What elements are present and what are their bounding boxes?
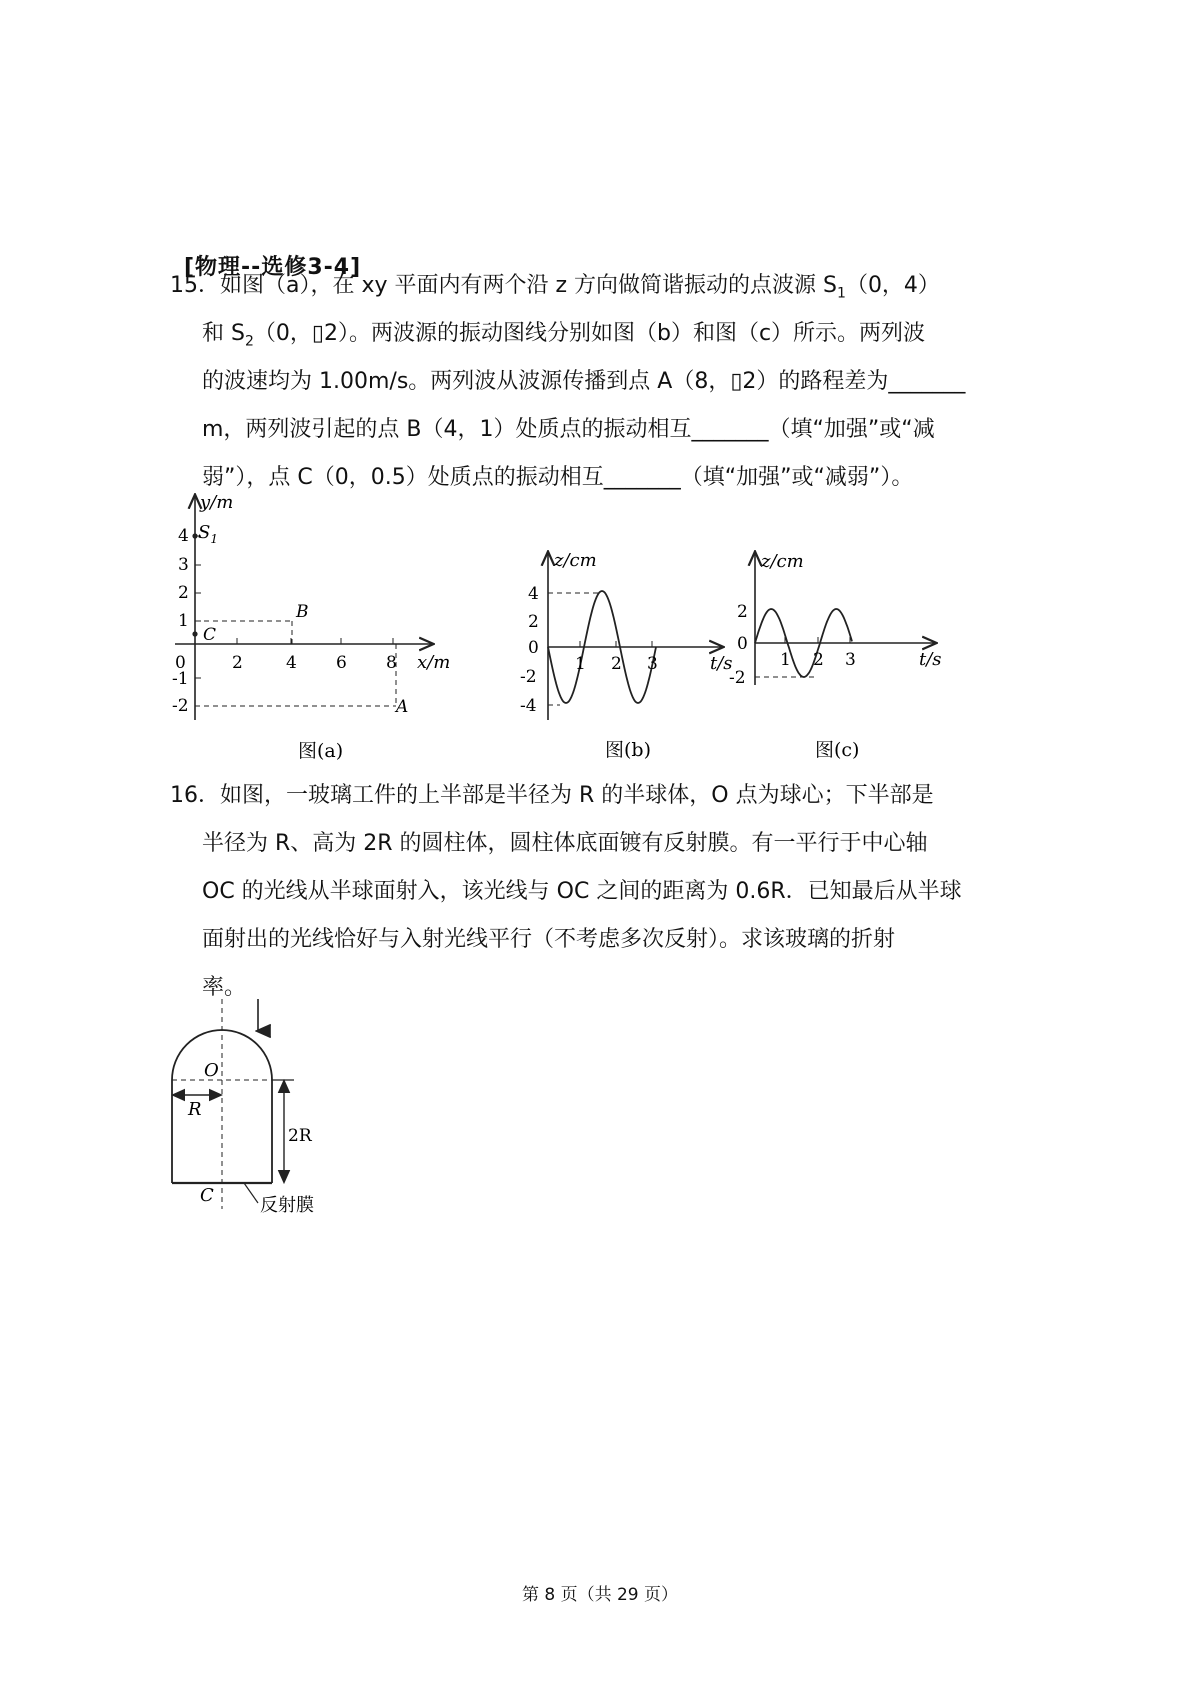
- q15-line-1: 15．如图（a），在 xy 平面内有两个沿 z 方向做简谐振动的点波源 $S_1(0$，4）: [170, 273, 940, 302]
- x-tick: 4: [286, 653, 297, 673]
- label-reflective-film: 反射膜: [260, 1195, 314, 1216]
- q16-line-4: 面射出的光线恰好与入射光线平行（不考虑多次反射）。求该玻璃的折射: [202, 927, 896, 952]
- figure-b: [520, 545, 733, 765]
- y-tick: 2: [528, 612, 539, 632]
- y-tick: -2: [520, 667, 537, 687]
- c-point: [192, 631, 197, 636]
- question-16: [170, 772, 962, 1012]
- y-tick: 0: [528, 638, 539, 658]
- x-tick: 8: [386, 653, 397, 673]
- x-axis-label: t/s: [919, 649, 942, 670]
- y-tick: 1: [178, 611, 189, 631]
- x-tick: 1: [575, 654, 586, 674]
- y-axis-label: z/cm: [554, 550, 597, 571]
- q15-line-3: 的波速均为 1.00m/s。两列波从波源传播到点 A（8，▯2）的路程差为_______: [202, 369, 966, 394]
- section-title: [物理--选修3-4]: [184, 255, 362, 280]
- figure-a-caption: 图(a): [298, 740, 344, 762]
- x-axis-label: t/s: [710, 653, 733, 674]
- x-tick: 0: [175, 653, 186, 673]
- y-tick: -2: [729, 668, 746, 688]
- y-tick: 2: [737, 602, 748, 622]
- question-15: [170, 262, 965, 502]
- label-c: C: [200, 1185, 214, 1206]
- q16-line-3: OC 的光线从半球面射入，该光线与 OC 之间的距离为 0.6R．已知最后从半球: [202, 879, 962, 904]
- y-axis-label: y/m: [200, 492, 234, 513]
- label-r: R: [188, 1099, 202, 1120]
- x-tick: 1: [780, 650, 791, 670]
- y-tick: 0: [737, 634, 748, 654]
- s1-point: [192, 533, 197, 538]
- y-tick: 4: [528, 584, 539, 604]
- page-footer: 第 8 页（共 29 页）: [521, 1585, 679, 1605]
- x-tick: 2: [232, 653, 243, 673]
- y-tick: -4: [520, 696, 537, 716]
- y-tick: 2: [178, 583, 189, 603]
- question-number: 16．: [170, 783, 220, 808]
- x-tick: 2: [611, 654, 622, 674]
- q15-line-5: 弱”），点 C（0，0.5）处质点的振动相互_______（填“加强”或“减弱”）。: [202, 465, 914, 490]
- label-2r: 2R: [288, 1126, 312, 1146]
- label-a: A: [396, 697, 409, 717]
- label-c: C: [203, 625, 217, 645]
- y-tick: 4: [178, 526, 189, 546]
- figure-c-caption: 图(c): [815, 739, 860, 761]
- figure-16: [160, 995, 360, 1225]
- x-axis-label: x/m: [417, 652, 451, 673]
- q16-line-5: 率。: [202, 975, 247, 1000]
- q15-line-2: 和 $S_2(0$，▯2）。两波源的振动图线分别如图（b）和图（c）所示。两列波: [202, 321, 926, 350]
- x-tick: 2: [813, 650, 824, 670]
- x-tick: 6: [336, 653, 347, 673]
- q16-line-1: 16．如图，一玻璃工件的上半部是半径为 R 的半球体，O 点为球心；下半部是: [170, 783, 934, 808]
- y-tick: -1: [172, 669, 189, 689]
- label-s1: $S_1$: [198, 522, 218, 546]
- figure-b-caption: 图(b): [605, 739, 651, 761]
- label-o: O: [204, 1060, 219, 1081]
- figure-a: [170, 490, 460, 765]
- label-b: B: [296, 602, 309, 622]
- x-tick: 3: [647, 654, 658, 674]
- x-tick: 3: [845, 650, 856, 670]
- q15-line-4: m，两列波引起的点 B（4，1）处质点的振动相互_______（填“加强”或“减: [202, 417, 935, 442]
- y-tick: -2: [172, 696, 189, 716]
- figure-c: [729, 545, 945, 765]
- y-axis-label: z/cm: [761, 551, 804, 572]
- question-number: 15．: [170, 273, 220, 298]
- q16-line-2: 半径为 R、高为 2R 的圆柱体，圆柱体底面镀有反射膜。有一平行于中心轴: [202, 831, 928, 856]
- y-tick: 3: [178, 555, 189, 575]
